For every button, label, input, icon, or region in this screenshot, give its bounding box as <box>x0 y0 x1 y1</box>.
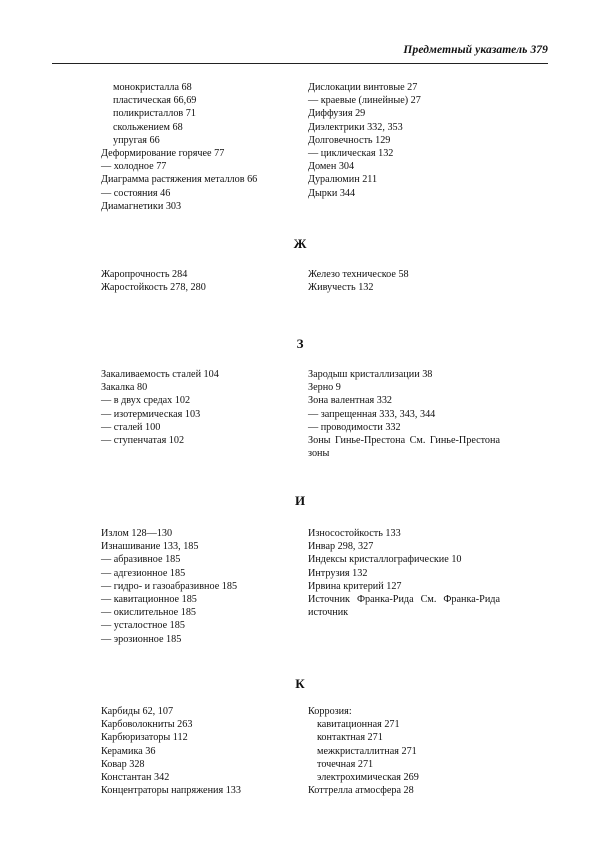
index-entry: — эрозионное 185 <box>101 633 182 645</box>
section-0-right-column <box>308 81 500 200</box>
index-entry: скольжением 68 <box>113 121 183 133</box>
section-3-left-column <box>101 527 286 646</box>
section-letter-k: К <box>295 676 305 691</box>
index-entry: Коррозия: <box>308 706 352 717</box>
index-entry: пластическая 66,69 <box>113 95 197 107</box>
index-entry: — холодное 77 <box>101 161 167 173</box>
index-entry: Излом 128—130 <box>101 528 173 539</box>
index-entry: кавитационная 271 <box>317 719 400 731</box>
index-entry: Зерно 9 <box>308 382 341 394</box>
index-entry: Железо техническое 58 <box>308 269 409 280</box>
section-1-right-column <box>308 268 500 294</box>
index-entry: Дислокации винтовые 27 <box>308 82 418 93</box>
index-entry: Коттрелла атмосфера 28 <box>308 785 414 797</box>
index-entry: упругая 66 <box>113 134 160 146</box>
header-title: Предметный указатель <box>403 44 528 56</box>
index-entry: — изотермическая 103 <box>101 408 201 420</box>
index-entry: межкристаллитная 271 <box>317 745 417 757</box>
index-entry: Износостойкость 133 <box>308 528 401 539</box>
index-entry: Ковар 328 <box>101 758 145 770</box>
index-entry: — адгезионное 185 <box>101 567 186 579</box>
index-entry: поликристаллов 71 <box>113 108 196 120</box>
index-entry: контактная 271 <box>317 732 383 744</box>
index-entry: Источник Франка-Рида См. Франка-Рида источник <box>308 594 500 619</box>
index-entry: — окислительное 185 <box>101 607 197 619</box>
index-entry: — циклическая 132 <box>308 148 394 160</box>
index-entry: Концентраторы напряжения 133 <box>101 785 241 797</box>
index-entry: — сталей 100 <box>101 421 161 433</box>
index-entry: — состояния 46 <box>101 187 171 199</box>
index-entry: точечная 271 <box>317 758 374 770</box>
index-entry: Изнашивание 133, 185 <box>101 541 199 553</box>
index-entry: Константан 342 <box>101 772 170 784</box>
section-0-left-column <box>101 81 286 213</box>
index-entry: Инвар 298, 327 <box>308 541 374 553</box>
index-entry: — проводимости 332 <box>308 421 401 433</box>
index-entry: — запрещенная 333, 343, 344 <box>308 408 436 420</box>
running-head <box>403 44 548 56</box>
index-entry: электрохимическая 269 <box>317 772 419 784</box>
index-entry: Карбюризаторы 112 <box>101 732 188 744</box>
section-1-left-column <box>101 268 286 294</box>
index-entry: Зона валентная 332 <box>308 395 393 407</box>
section-letter-i: И <box>294 493 306 508</box>
index-entry: монокристалла 68 <box>113 82 192 93</box>
index-entry: Диэлектрики 332, 353 <box>308 121 403 133</box>
index-entry: — в двух средах 102 <box>101 395 191 407</box>
page-number: 379 <box>530 44 548 56</box>
index-entry: Карбиды 62, 107 <box>101 706 174 717</box>
index-entry: Долговечность 129 <box>308 134 391 146</box>
index-entry: Закалка 80 <box>101 382 148 394</box>
section-4-left-column <box>101 705 286 797</box>
index-entry: Жаростойкость 278, 280 <box>101 282 206 294</box>
section-3-right-column <box>308 527 500 619</box>
section-4-right-column <box>308 705 500 797</box>
section-letter-zh: Ж <box>293 236 307 251</box>
section-2-left-column <box>101 368 286 447</box>
index-entry: — абразивное 185 <box>101 554 181 566</box>
index-entry: — ступенчатая 102 <box>101 435 185 447</box>
index-entry: Интрузия 132 <box>308 567 368 579</box>
index-entry: Керамика 36 <box>101 745 156 757</box>
index-entry: Зародыш кристаллизации 38 <box>308 369 433 380</box>
index-entry: — гидро- и газоабразивное 185 <box>101 580 238 592</box>
section-letter-z: З <box>296 336 304 351</box>
index-entry: Зоны Гинье-Престона См. Гинье-Престона зоны <box>308 435 500 460</box>
index-entry: Индексы кристаллографические 10 <box>308 554 462 566</box>
index-entry: Дуралюмин 211 <box>308 174 378 186</box>
header-rule <box>52 63 548 64</box>
index-entry: — усталостное 185 <box>101 620 185 632</box>
index-entry: Ирвина критерий 127 <box>308 580 402 592</box>
index-entry: Диффузия 29 <box>308 108 366 120</box>
index-entry: Диаграмма растяжения металлов 66 <box>101 174 258 186</box>
index-entry: Закаливаемость сталей 104 <box>101 369 219 380</box>
index-entry: Дырки 344 <box>308 187 356 199</box>
index-entry: Жаропрочность 284 <box>101 269 188 280</box>
index-entry: — краевые (линейные) 27 <box>308 95 421 107</box>
index-entry: Карбоволокниты 263 <box>101 719 193 731</box>
index-entry: Живучесть 132 <box>308 282 374 294</box>
index-entry: Деформирование горячее 77 <box>101 148 225 160</box>
index-entry: Домен 304 <box>308 161 355 173</box>
index-entry: Диамагнетики 303 <box>101 200 182 212</box>
index-entry: — кавитационное 185 <box>101 594 197 606</box>
section-2-right-column <box>308 368 500 460</box>
